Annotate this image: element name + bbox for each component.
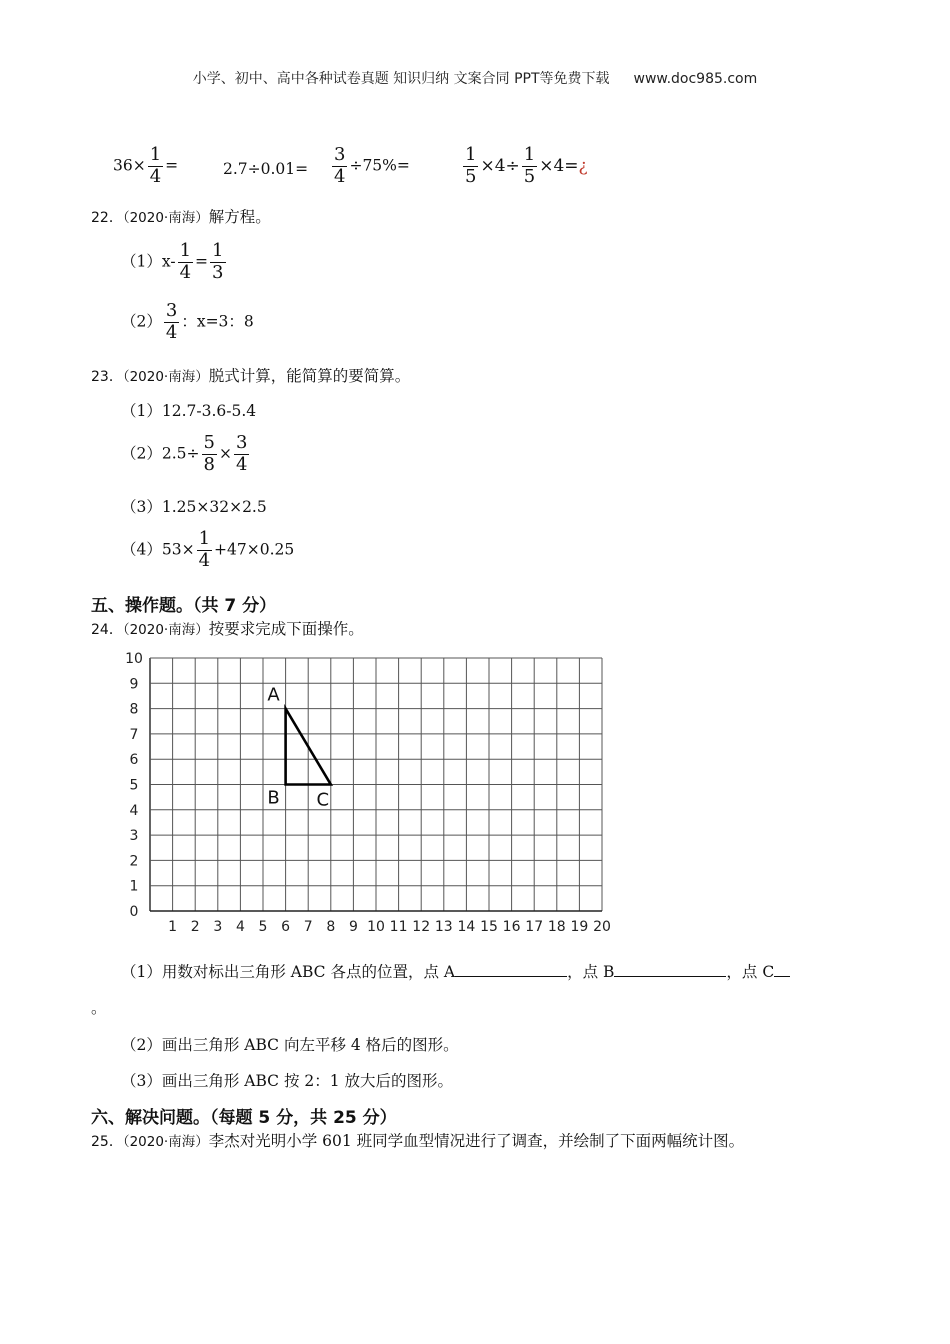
fraction-denominator: 4 [149, 165, 162, 187]
operator: × [218, 444, 232, 463]
question-number: 24． [91, 622, 123, 638]
section-6-title: 六、解决问题。（每题 5 分，共 25 分） [91, 1108, 397, 1128]
point-b-label: B [267, 787, 280, 809]
question-23 [91, 364, 410, 386]
part-1-text-b: ，点 B [567, 963, 615, 981]
fraction [332, 146, 347, 187]
expr-suffix: ：x=3：8 [181, 312, 254, 331]
question-source: （2020·南海） [122, 622, 209, 638]
expr-prefix: 53× [161, 540, 195, 559]
fraction-denominator: 3 [212, 261, 224, 283]
q23-part-1: （1）12.7-3.6-5.4 [121, 402, 257, 420]
fraction-denominator: 5 [465, 165, 477, 187]
y-tick-label: 4 [129, 802, 139, 819]
fraction [197, 530, 212, 571]
fraction [463, 146, 478, 187]
x-tick-label: 15 [480, 919, 498, 935]
x-tick-label: 12 [412, 919, 431, 935]
expr-suffix: +47×0.25 [214, 540, 295, 559]
question-24 [91, 617, 364, 639]
question-number: 23． [91, 369, 123, 385]
q23-part-3: （3）1.25×32×2.5 [121, 498, 267, 516]
fraction-numerator: 1 [212, 240, 224, 261]
fraction-denominator: 4 [165, 321, 178, 343]
calc-expr-1-suffix: = [165, 156, 179, 175]
inverted-question-mark: ¿ [578, 155, 588, 176]
part-1-text-a: （1）用数对标出三角形 ABC 各点的位置，点 A [121, 963, 456, 981]
question-text: 按要求完成下面操作。 [208, 620, 364, 638]
x-tick-label: 16 [502, 919, 521, 935]
fraction [164, 302, 179, 343]
calc-expr-2: 2.7÷0.01= [223, 160, 309, 178]
q22-part-1 [121, 242, 228, 283]
question-number: 25． [91, 1134, 123, 1150]
fraction-denominator: 5 [523, 165, 536, 187]
q24-part-1 [121, 960, 790, 982]
x-tick-label: 2 [190, 919, 200, 935]
q23-part-4 [121, 530, 294, 571]
x-tick-label: 7 [303, 919, 313, 935]
y-tick-label: 9 [129, 676, 139, 693]
part-label: （1） [121, 252, 162, 271]
header-url[interactable]: www.doc985.com [633, 71, 758, 87]
expr-prefix: 2.5÷ [161, 444, 200, 463]
part-1-text-c: ，点 C [726, 963, 775, 981]
question-source: （2020·南海） [122, 210, 209, 226]
y-tick-label: 8 [129, 701, 139, 718]
question-22 [91, 205, 271, 227]
question-25 [91, 1129, 744, 1151]
question-text: 解方程。 [208, 208, 271, 226]
y-tick-label: 0 [129, 904, 139, 920]
x-tick-label: 6 [281, 919, 291, 935]
x-tick-label: 3 [213, 919, 223, 935]
fraction-numerator: 3 [334, 144, 346, 165]
q24-part-1-end: 。 [91, 999, 107, 1017]
fraction [202, 434, 217, 475]
fraction-denominator: 4 [179, 261, 192, 283]
fraction-numerator: 1 [179, 240, 192, 261]
answer-blank-b[interactable] [614, 960, 726, 977]
fraction-numerator: 3 [235, 432, 248, 453]
question-source: （2020·南海） [122, 1134, 209, 1150]
calc-expr-1-prefix: 36× [113, 156, 146, 175]
fraction-numerator: 1 [523, 144, 536, 165]
x-tick-label: 13 [434, 919, 453, 935]
grid-lines [150, 658, 602, 911]
point-a-label: A [267, 684, 280, 706]
part-label: （2） [121, 312, 162, 331]
fraction-numerator: 3 [165, 300, 178, 321]
fraction-denominator: 4 [334, 165, 346, 187]
fraction-numerator: 1 [465, 144, 477, 165]
calc-expr-1 [113, 146, 178, 187]
x-tick-label: 17 [525, 919, 544, 935]
calc-expr-4-suffix: ×4= [539, 155, 579, 176]
part-label: （2） [121, 444, 162, 463]
calc-expr-3-suffix: ÷75%= [349, 156, 410, 175]
question-text: 脱式计算，能简算的要简算。 [208, 367, 411, 385]
equals-sign: = [195, 252, 209, 271]
x-tick-label: 20 [593, 919, 611, 935]
x-tick-label: 1 [168, 919, 178, 935]
x-tick-label: 8 [326, 919, 336, 935]
calc-expr-4 [461, 146, 588, 187]
section-5-title: 五、操作题。（共 7 分） [91, 596, 277, 616]
x-tick-label: 5 [258, 919, 268, 935]
calc-expr-3 [330, 146, 410, 187]
y-tick-label: 10 [125, 651, 143, 667]
y-tick-label: 6 [129, 752, 139, 769]
fraction [178, 242, 193, 283]
question-number: 22． [91, 210, 123, 226]
fraction [148, 146, 163, 187]
fraction-numerator: 5 [203, 432, 215, 453]
fraction [210, 242, 225, 283]
calc-expr-4-operator: ×4÷ [480, 155, 520, 176]
x-tick-label: 9 [348, 919, 358, 935]
question-source: （2020·南海） [122, 369, 209, 385]
x-tick-label: 10 [367, 919, 385, 935]
fraction-denominator: 4 [198, 549, 211, 571]
q22-part-2 [121, 302, 254, 343]
x-tick-label: 4 [235, 919, 245, 935]
y-tick-label: 5 [129, 777, 139, 794]
y-tick-label: 3 [129, 828, 139, 845]
y-tick-label: 1 [129, 878, 139, 895]
fraction-denominator: 4 [235, 453, 248, 475]
fraction [522, 146, 537, 187]
y-tick-label: 7 [129, 726, 139, 743]
q24-part-2: （2）画出三角形 ABC 向左平移 4 格后的图形。 [121, 1036, 459, 1054]
question-text: 李杰对光明小学 601 班同学血型情况进行了调查，并绘制了下面两幅统计图。 [208, 1132, 745, 1150]
triangle-abc [267, 685, 330, 811]
page-header [0, 68, 950, 88]
answer-blank-a[interactable] [455, 960, 567, 977]
fraction-denominator: 8 [203, 453, 215, 475]
x-tick-label: 14 [457, 919, 476, 935]
header-text: 小学、初中、高中各种试卷真题 知识归纳 文案合同 PPT等免费下载 [192, 71, 610, 87]
x-tick-label: 19 [570, 919, 589, 935]
x-tick-label: 18 [547, 919, 566, 935]
coordinate-grid [115, 648, 620, 938]
fraction [234, 434, 249, 475]
fraction-numerator: 1 [198, 528, 211, 549]
q24-part-3: （3）画出三角形 ABC 按 2：1 放大后的图形。 [121, 1072, 454, 1090]
q23-part-2 [121, 434, 251, 475]
part-label: （4） [121, 540, 162, 559]
x-tick-label: 11 [389, 919, 408, 935]
x-axis-labels [168, 919, 611, 935]
expr-prefix: x- [161, 252, 176, 271]
answer-blank-c[interactable] [774, 960, 790, 977]
point-c-label: C [316, 789, 330, 811]
fraction-numerator: 1 [149, 144, 162, 165]
y-tick-label: 2 [129, 853, 139, 870]
y-axis-labels [125, 651, 143, 920]
